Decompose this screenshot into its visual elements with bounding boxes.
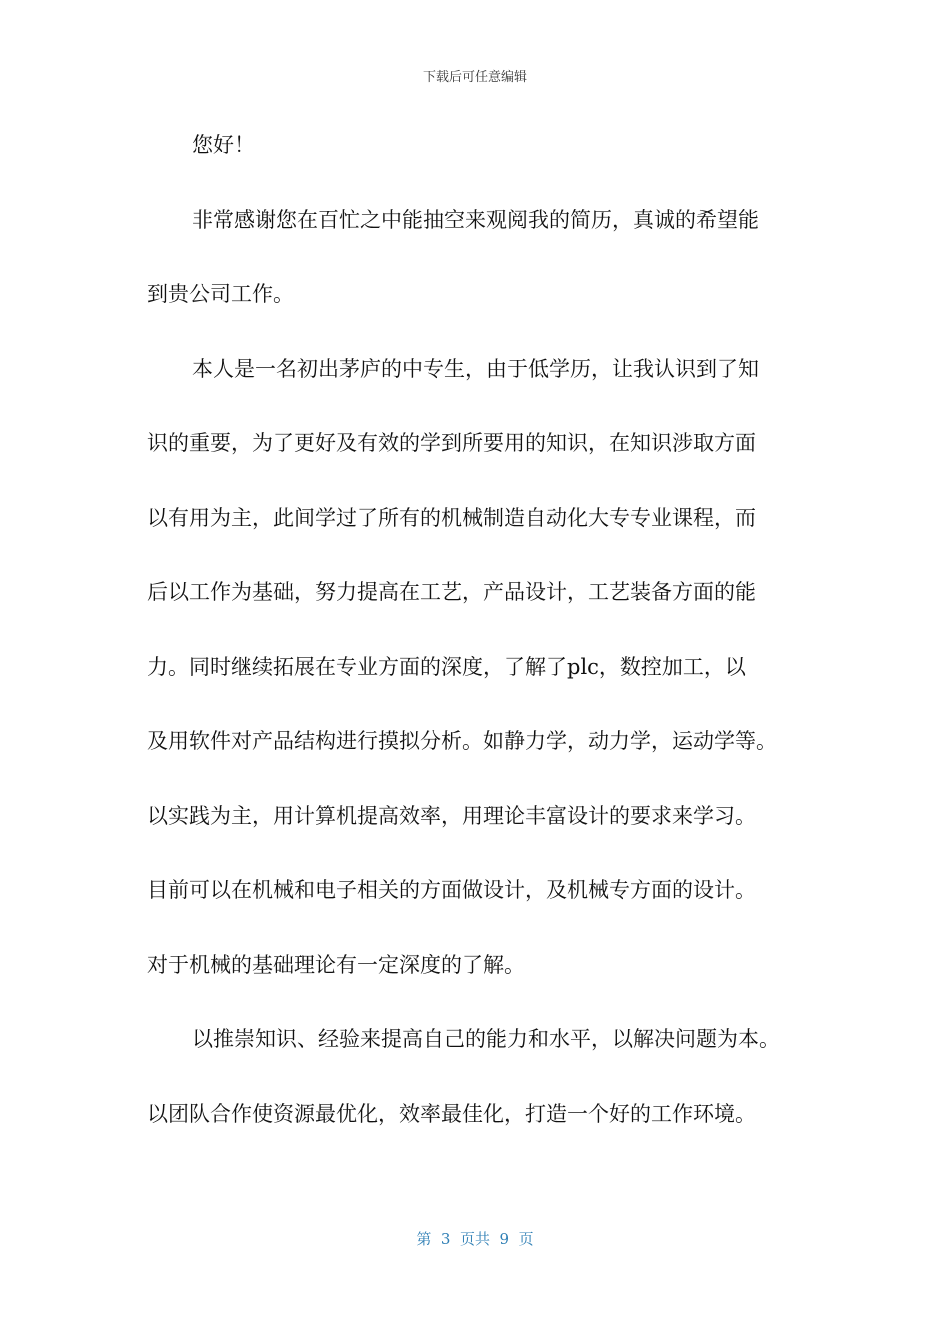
greeting-line: 您好！ <box>192 133 255 157</box>
paragraph-line: 对于机械的基础理论有一定深度的了解。 <box>147 952 525 977</box>
page-number-footer: 第 3 页共 9 页 <box>416 1230 534 1248</box>
paragraph-line: 力。同时继续拓展在专业方面的深度，了解了plc，数控加工，以 <box>147 654 746 679</box>
letter-body <box>147 127 827 1170</box>
paragraph-line: 非常感谢您在百忙之中能抽空来观阅我的简历，真诚的希望能 <box>192 207 759 232</box>
paragraph-line: 识的重要，为了更好及有效的学到所要用的知识，在知识涉取方面 <box>147 431 756 455</box>
paragraph-line: 以有用为主，此间学过了所有的机械制造自动化大专专业课程，而 <box>147 505 756 530</box>
paragraph-line: 以团队合作使资源最优化，效率最佳化，打造一个好的工作环境。 <box>147 1101 756 1126</box>
paragraph-line: 以推崇知识、经验来提高自己的能力和水平，以解决问题为本。 <box>192 1027 780 1051</box>
paragraph-line: 到贵公司工作。 <box>147 282 294 306</box>
paragraph-line: 及用软件对产品结构进行摸拟分析。如静力学，动力学，运动学等。 <box>147 729 777 753</box>
paragraph-line: 本人是一名初出茅庐的中专生，由于低学历，让我认识到了知 <box>192 356 759 381</box>
page-header: 下载后可任意编辑 <box>422 70 527 85</box>
paragraph-line: 以实践为主，用计算机提高效率，用理论丰富设计的要求来学习。 <box>147 803 756 828</box>
paragraph-line: 目前可以在机械和电子相关的方面做设计，及机械专方面的设计。 <box>147 878 756 902</box>
paragraph-line: 后以工作为基础，努力提高在工艺，产品设计，工艺装备方面的能 <box>147 580 756 604</box>
